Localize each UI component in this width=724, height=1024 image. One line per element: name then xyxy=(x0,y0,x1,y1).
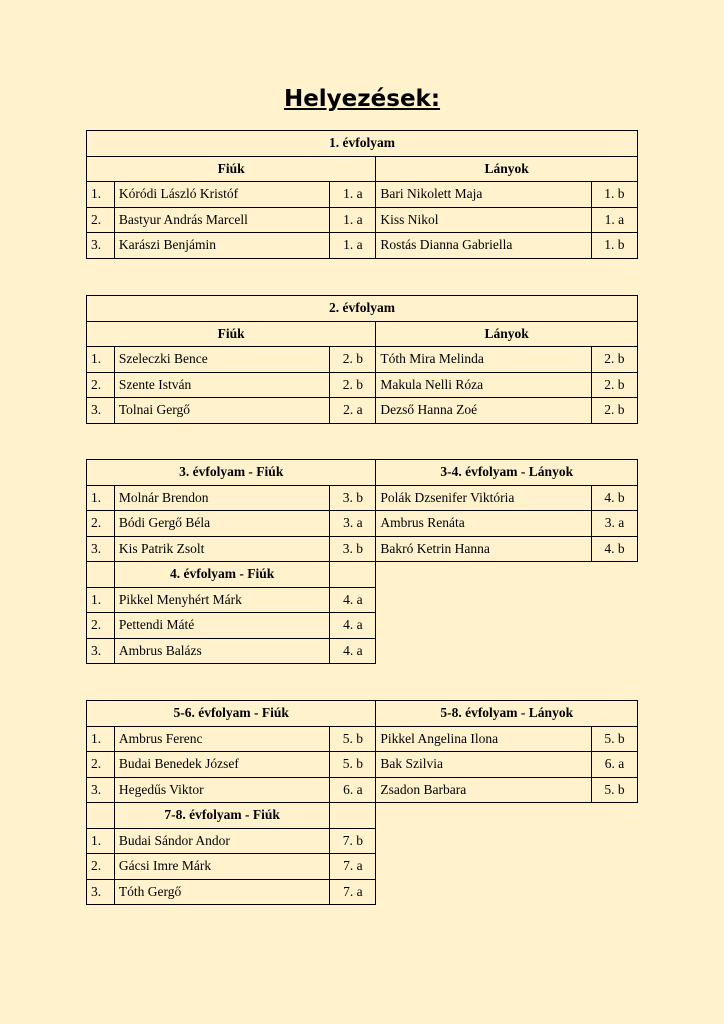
boy-name-cell: Pettendi Máté xyxy=(114,613,329,639)
table-row xyxy=(87,726,638,752)
rank-cell: 2. xyxy=(87,752,115,778)
boy-name-cell: Kóródi László Kristóf xyxy=(114,182,329,208)
girls-heading: Lányok xyxy=(376,156,638,182)
empty-cell xyxy=(330,803,376,829)
boy-class-cell: 1. a xyxy=(330,207,376,233)
girl-name-cell: Bakró Ketrin Hanna xyxy=(376,536,591,562)
boy-name-cell: Ambrus Balázs xyxy=(114,638,329,664)
table-row xyxy=(87,347,638,373)
table-row xyxy=(87,777,638,803)
boy-name-cell: Gácsi Imre Márk xyxy=(114,854,329,880)
girl-class-cell: 5. b xyxy=(591,726,637,752)
girl-name-cell: Bak Szilvia xyxy=(376,752,591,778)
boy-class-cell: 5. b xyxy=(330,752,376,778)
girl-name-cell: Dezső Hanna Zoé xyxy=(376,398,591,424)
grade-heading: 1. évfolyam xyxy=(87,131,638,157)
table-row xyxy=(87,182,638,208)
rank-cell: 3. xyxy=(87,536,115,562)
boy-class-cell: 7. b xyxy=(330,828,376,854)
sub-heading: 7-8. évfolyam - Fiúk xyxy=(114,803,329,829)
results-table xyxy=(86,700,638,905)
table-row xyxy=(87,828,638,854)
boy-class-cell: 1. a xyxy=(330,233,376,259)
rank-cell: 2. xyxy=(87,613,115,639)
boy-name-cell: Molnár Brendon xyxy=(114,485,329,511)
rank-cell: 1. xyxy=(87,828,115,854)
girl-name-cell: Makula Nelli Róza xyxy=(376,372,591,398)
girl-name-cell: Ambrus Renáta xyxy=(376,511,591,537)
empty-cell xyxy=(87,803,115,829)
results-table xyxy=(86,130,638,259)
rank-cell: 1. xyxy=(87,485,115,511)
boys-heading: 3. évfolyam - Fiúk xyxy=(87,460,376,486)
table-row xyxy=(87,372,638,398)
boy-name-cell: Tolnai Gergő xyxy=(114,398,329,424)
results-table xyxy=(86,459,638,664)
boy-class-cell: 2. a xyxy=(330,398,376,424)
girl-name-cell: Zsadon Barbara xyxy=(376,777,591,803)
boy-class-cell: 4. a xyxy=(330,638,376,664)
boy-class-cell: 7. a xyxy=(330,879,376,905)
boy-name-cell: Budai Sándor Andor xyxy=(114,828,329,854)
boys-heading: Fiúk xyxy=(87,321,376,347)
rank-cell: 3. xyxy=(87,777,115,803)
rank-cell: 3. xyxy=(87,638,115,664)
boy-class-cell: 7. a xyxy=(330,854,376,880)
boy-name-cell: Szente István xyxy=(114,372,329,398)
boy-class-cell: 4. a xyxy=(330,613,376,639)
rank-cell: 3. xyxy=(87,398,115,424)
grade-2-results xyxy=(86,295,638,424)
girl-class-cell: 2. b xyxy=(591,398,637,424)
boy-class-cell: 3. a xyxy=(330,511,376,537)
girl-name-cell: Kiss Nikol xyxy=(376,207,591,233)
girl-class-cell: 2. b xyxy=(591,372,637,398)
boy-name-cell: Karászi Benjámin xyxy=(114,233,329,259)
girl-class-cell: 6. a xyxy=(591,752,637,778)
rank-cell: 1. xyxy=(87,587,115,613)
rank-cell: 1. xyxy=(87,726,115,752)
boys-heading: Fiúk xyxy=(87,156,376,182)
rank-cell: 2. xyxy=(87,854,115,880)
boy-class-cell: 6. a xyxy=(330,777,376,803)
boy-name-cell: Szeleczki Bence xyxy=(114,347,329,373)
rank-cell: 1. xyxy=(87,347,115,373)
girl-name-cell: Tóth Mira Melinda xyxy=(376,347,591,373)
girl-class-cell: 4. b xyxy=(591,536,637,562)
rank-cell: 3. xyxy=(87,233,115,259)
page-title: Helyezések: xyxy=(283,86,441,112)
rank-cell: 3. xyxy=(87,879,115,905)
boy-name-cell: Pikkel Menyhért Márk xyxy=(114,587,329,613)
boy-name-cell: Budai Benedek József xyxy=(114,752,329,778)
empty-cell xyxy=(87,562,115,588)
boy-name-cell: Tóth Gergő xyxy=(114,879,329,905)
boy-class-cell: 2. b xyxy=(330,347,376,373)
girl-name-cell: Pikkel Angelina Ilona xyxy=(376,726,591,752)
rank-cell: 2. xyxy=(87,372,115,398)
boy-name-cell: Kis Patrik Zsolt xyxy=(114,536,329,562)
girl-class-cell: 1. b xyxy=(591,233,637,259)
boy-class-cell: 1. a xyxy=(330,182,376,208)
girl-class-cell: 5. b xyxy=(591,777,637,803)
grade-heading: 2. évfolyam xyxy=(87,296,638,322)
grade-1-results xyxy=(86,130,638,259)
girls-heading: Lányok xyxy=(376,321,638,347)
girls-heading: 3-4. évfolyam - Lányok xyxy=(376,460,638,486)
sub-heading: 4. évfolyam - Fiúk xyxy=(114,562,329,588)
grade-3-4-results xyxy=(86,459,638,664)
table-row xyxy=(87,207,638,233)
table-row xyxy=(87,613,638,639)
grade-5-8-results xyxy=(86,700,638,905)
boy-class-cell: 2. b xyxy=(330,372,376,398)
boy-class-cell: 3. b xyxy=(330,485,376,511)
girls-heading: 5-8. évfolyam - Lányok xyxy=(376,701,638,727)
boy-class-cell: 5. b xyxy=(330,726,376,752)
table-row xyxy=(87,536,638,562)
table-row xyxy=(87,485,638,511)
boys-heading: 5-6. évfolyam - Fiúk xyxy=(87,701,376,727)
girl-name-cell: Polák Dzsenifer Viktória xyxy=(376,485,591,511)
girl-class-cell: 3. a xyxy=(591,511,637,537)
results-table xyxy=(86,295,638,424)
table-row xyxy=(87,879,638,905)
table-row xyxy=(87,587,638,613)
rank-cell: 2. xyxy=(87,207,115,233)
boy-class-cell: 3. b xyxy=(330,536,376,562)
table-row xyxy=(87,233,638,259)
girl-class-cell: 4. b xyxy=(591,485,637,511)
boy-name-cell: Hegedűs Viktor xyxy=(114,777,329,803)
boy-name-cell: Bastyur András Marcell xyxy=(114,207,329,233)
girl-class-cell: 1. b xyxy=(591,182,637,208)
girl-class-cell: 2. b xyxy=(591,347,637,373)
table-row xyxy=(87,752,638,778)
rank-cell: 1. xyxy=(87,182,115,208)
boy-name-cell: Ambrus Ferenc xyxy=(114,726,329,752)
table-row xyxy=(87,854,638,880)
table-row xyxy=(87,638,638,664)
girl-name-cell: Bari Nikolett Maja xyxy=(376,182,591,208)
boy-class-cell: 4. a xyxy=(330,587,376,613)
table-row xyxy=(87,398,638,424)
table-row xyxy=(87,511,638,537)
empty-cell xyxy=(330,562,376,588)
boy-name-cell: Bódi Gergő Béla xyxy=(114,511,329,537)
girl-class-cell: 1. a xyxy=(591,207,637,233)
girl-name-cell: Rostás Dianna Gabriella xyxy=(376,233,591,259)
rank-cell: 2. xyxy=(87,511,115,537)
